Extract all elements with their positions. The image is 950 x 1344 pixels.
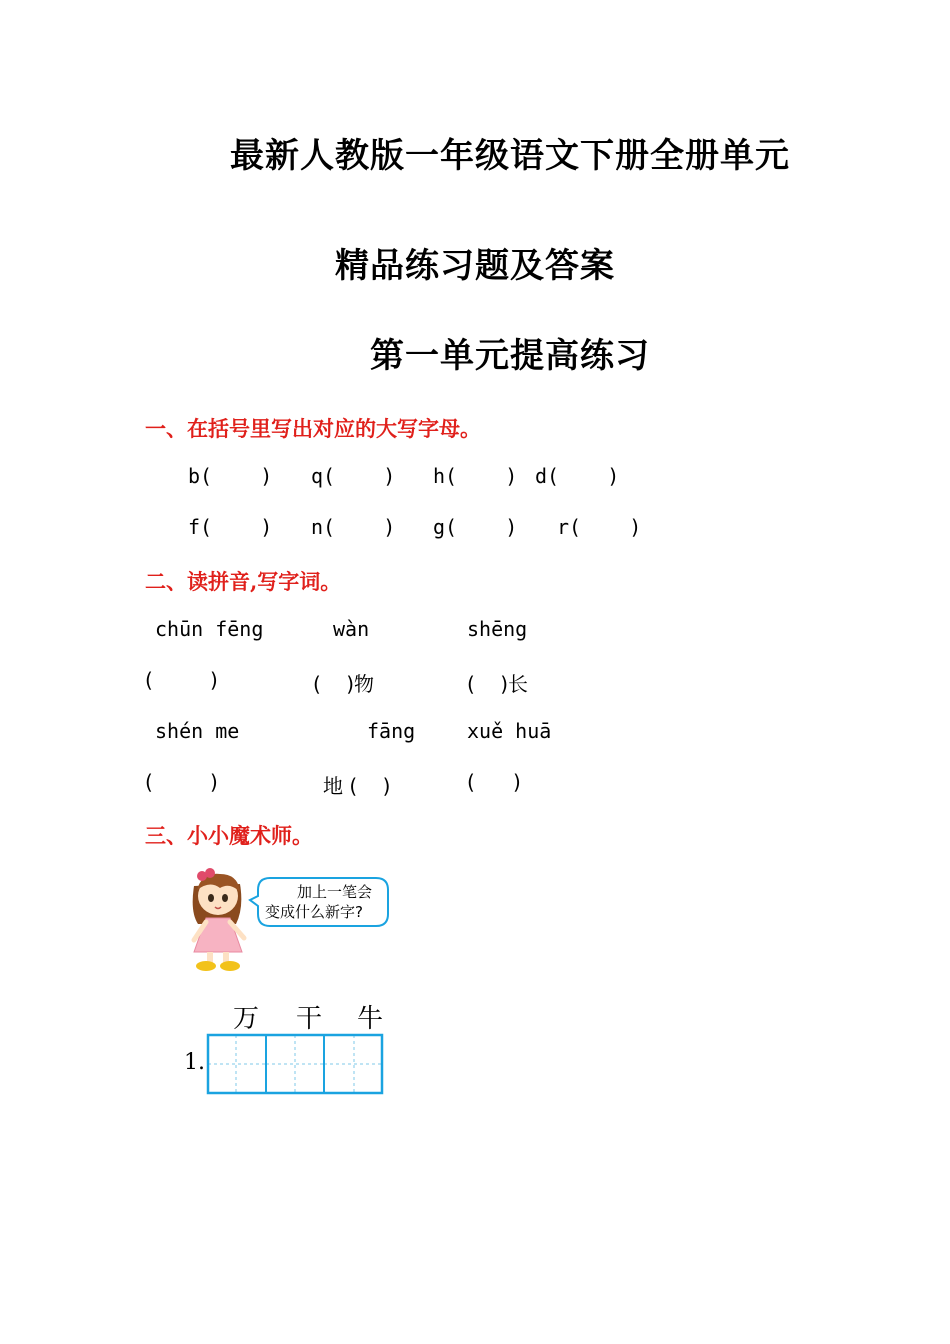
letter-item: n( ) (311, 515, 396, 539)
grid-cell[interactable] (266, 1035, 324, 1093)
answer-blank: 地 ( ) (323, 774, 391, 798)
grid-cell[interactable] (324, 1035, 382, 1093)
title-line-1: 最新人教版一年级语文下册全册单元 (230, 136, 790, 176)
section-1-heading: 一、在括号里写出对应的大写字母。 (145, 416, 481, 441)
answer-blank: ( )长 (467, 672, 529, 696)
section-2-heading: 二、读拼音,写字词。 (145, 569, 342, 594)
bubble-line-2: 变成什么新字? (265, 903, 363, 921)
letter-item: f( ) (188, 515, 273, 539)
section-3-heading: 三、小小魔术师。 (145, 823, 313, 848)
letter-item: q( ) (311, 464, 396, 488)
char-wan: 万 (233, 1004, 260, 1034)
pinyin-item: shén me (155, 719, 240, 743)
letter-item: d( ) (535, 464, 620, 488)
bubble-line-1: 加上一笔会 (297, 883, 373, 901)
pinyin-item: shēng (467, 617, 528, 641)
letter-item: r( ) (557, 515, 642, 539)
grid-cell[interactable] (208, 1035, 266, 1093)
answer-blank: ( ) (467, 770, 521, 794)
answer-blank: ( ) (145, 668, 218, 692)
pinyin-item: xuě huā (467, 719, 552, 743)
writing-grid[interactable] (206, 1033, 386, 1095)
title-line-3: 第一单元提高练习 (370, 336, 650, 376)
letter-item: g( ) (433, 515, 518, 539)
pinyin-item: chūn fēng (155, 617, 264, 641)
char-gan: 干 (296, 1004, 323, 1034)
char-niu: 牛 (357, 1004, 384, 1034)
pinyin-item: fāng (367, 719, 416, 743)
letter-item: b( ) (188, 464, 273, 488)
letter-item: h( ) (433, 464, 518, 488)
row-number: 1. (184, 1050, 205, 1075)
answer-blank: ( ) (145, 770, 218, 794)
answer-blank: ( )物 (313, 672, 375, 696)
title-line-2: 精品练习题及答案 (335, 246, 615, 286)
pinyin-item: wàn (333, 617, 370, 641)
